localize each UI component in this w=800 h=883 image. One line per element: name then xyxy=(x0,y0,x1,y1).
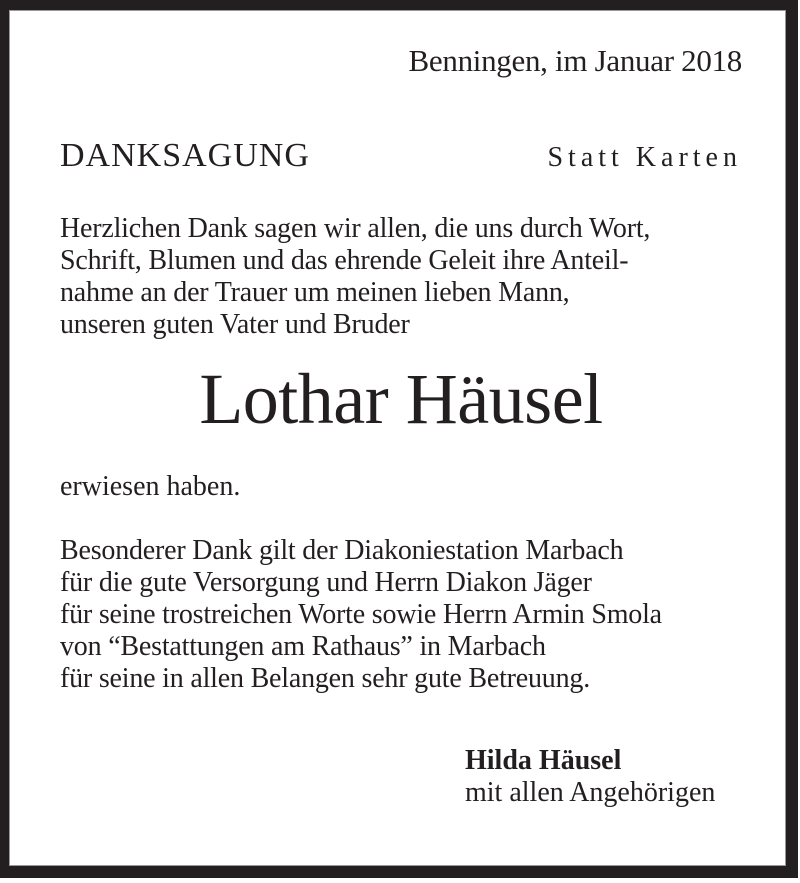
heading-danksagung: DANKSAGUNG xyxy=(60,137,310,174)
thanks-line-3: für seine trostreichen Worte sowie Herrn Armin Smola xyxy=(60,599,662,630)
signature-name: Hilda Häusel xyxy=(465,745,622,776)
thanks-paragraph xyxy=(60,535,742,695)
thanks-line-5: für seine in allen Belangen sehr gute Betreuung. xyxy=(60,663,591,694)
intro-line-4: unseren guten Vater und Bruder xyxy=(60,309,410,340)
intro-line-2: Schrift, Blumen und das ehrende Geleit ihre Anteil- xyxy=(60,245,629,276)
intro-paragraph xyxy=(60,213,742,341)
signature-subline: mit allen Angehörigen xyxy=(465,777,716,808)
after-name-text: erwiesen haben. xyxy=(60,471,241,502)
signature-block xyxy=(465,745,742,809)
thanks-line-4: von “Bestattungen am Rathaus” in Marbach xyxy=(60,631,546,662)
notice-content xyxy=(60,0,742,809)
thanks-line-2: für die gute Versorgung und Herrn Diakon Jäger xyxy=(60,567,592,598)
intro-line-3: nahme an der Trauer um meinen lieben Mann, xyxy=(60,277,570,308)
statt-karten-note: Statt Karten xyxy=(547,142,742,173)
heading-row xyxy=(60,136,742,176)
thanks-line-1: Besonderer Dank gilt der Diakoniestation Marbach xyxy=(60,535,624,566)
intro-line-1: Herzlichen Dank sagen wir allen, die uns durch Wort, xyxy=(60,213,651,244)
deceased-name: Lothar Häusel xyxy=(199,359,603,439)
dateline: Benningen, im Januar 2018 xyxy=(408,43,742,78)
